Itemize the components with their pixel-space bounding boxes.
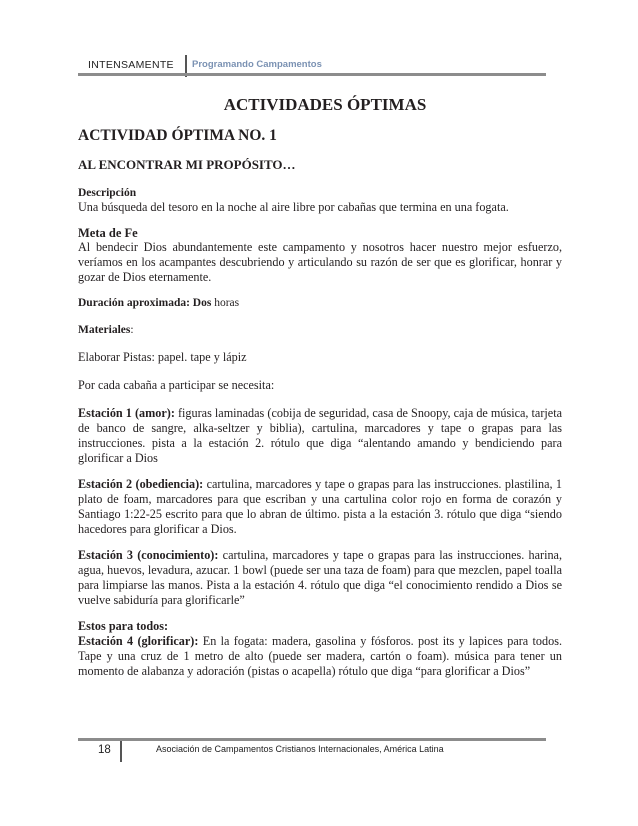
page-footer: [78, 738, 546, 762]
footer-rule: [78, 738, 546, 741]
materiales-label: Materiales: [78, 324, 131, 336]
estacion-3-text: cartulina, marcadores y tape o grapas para las instrucciones. harina, agua, huevos, levadura, azucar. 1 bowl (puede ser una taza de foam) para que mezclen, papel toalla para limpiarse las manos. Pista a la estación 4. rótulo que diga “el conocimiento rendido a Dios se vuelve sabiduría para glorificarle”: [78, 548, 563, 607]
estacion-2-label: Estación 2 (obediencia):: [78, 477, 204, 491]
activity-subtitle: AL ENCONTRAR MI PROPÓSITO…: [78, 157, 296, 172]
page-number: 18: [98, 744, 111, 756]
materiales-colon: :: [130, 324, 134, 336]
meta-section: [78, 226, 562, 285]
estacion-4-text: En la fogata: madera, gasolina y fósforos. post its y lapices para todos. Tape y una cruz de 1 metro de alto (puede ser madera, cartón o foam). música para tener un momento de alabanza y adoración (pistas o acapella) rótulo que diga “para glorificar a Dios”: [78, 634, 563, 678]
page-body: [78, 95, 562, 690]
estacion-3-label: Estación 3 (conocimiento):: [78, 548, 219, 562]
activity-title: ACTIVIDAD ÓPTIMA NO. 1: [78, 127, 277, 144]
footer-organization: Asociación de Campamentos Cristianos Internacionales, América Latina: [156, 744, 444, 754]
pistas-text: Elaborar Pistas: papel. tape y lápiz: [78, 350, 247, 364]
todos-section: [78, 619, 562, 679]
duracion-value: horas: [214, 297, 240, 309]
estacion-1-label: Estación 1 (amor):: [78, 406, 175, 420]
page-title: ACTIVIDADES ÓPTIMAS: [223, 95, 427, 114]
por-cabana-text: Por cada cabaña a participar se necesita:: [78, 378, 275, 392]
estacion-2: [78, 477, 562, 537]
header-book-title: INTENSAMENTE: [88, 59, 174, 71]
descripcion-section: [78, 186, 562, 215]
estacion-1-text: figuras laminadas (cobija de seguridad, casa de Snoopy, caja de música, tarjeta de banco de sangre, alka-seltzer y biblia), cartulina, marcadores y tape o grapas para las instrucciones. pista a la estación 2. rótulo que diga “alentando amando y bendiciendo para glorificar a Dios: [78, 406, 562, 465]
header-rule: [78, 73, 546, 76]
duracion-label: Duración aproximada:: [78, 297, 190, 309]
page-header: [78, 55, 546, 77]
footer-divider: [120, 741, 122, 762]
estacion-1: [78, 406, 562, 466]
descripcion-text: Una búsqueda del tesoro en la noche al aire libre por cabañas que termina en una fogata.: [78, 200, 509, 214]
meta-text: Al bendecir Dios abundantemente este campamento y nosotros hacer nuestro mejor esfuerzo, veríamos en los acampantes descubriendo y articulando su razón de ser que es glorificar, honrar y gozar de Dios eternamente.: [78, 240, 562, 284]
duracion-section: [78, 296, 562, 311]
descripcion-label: Descripción: [78, 187, 137, 199]
header-section-title: Programando Campamentos: [192, 59, 322, 70]
estacion-2-text: cartulina, marcadores y tape o grapas para las instrucciones. plastilina, 1 plato de foam, marcadores para que escriban y una cartulina color rojo en forma de corazón y Santiago 1:22-25 escrito para que lo abran de último. pista a la estación 3. rótulo que diga “siendo hacedores para glorificar a Dios.: [78, 477, 563, 536]
meta-label: Meta de Fe: [78, 226, 138, 240]
estacion-3: [78, 548, 562, 608]
estacion-4-label: Estación 4 (glorificar):: [78, 634, 199, 648]
duracion-bold-value: Dos: [192, 297, 212, 309]
materiales-section: [78, 323, 562, 338]
todos-label: Estos para todos:: [78, 619, 169, 633]
